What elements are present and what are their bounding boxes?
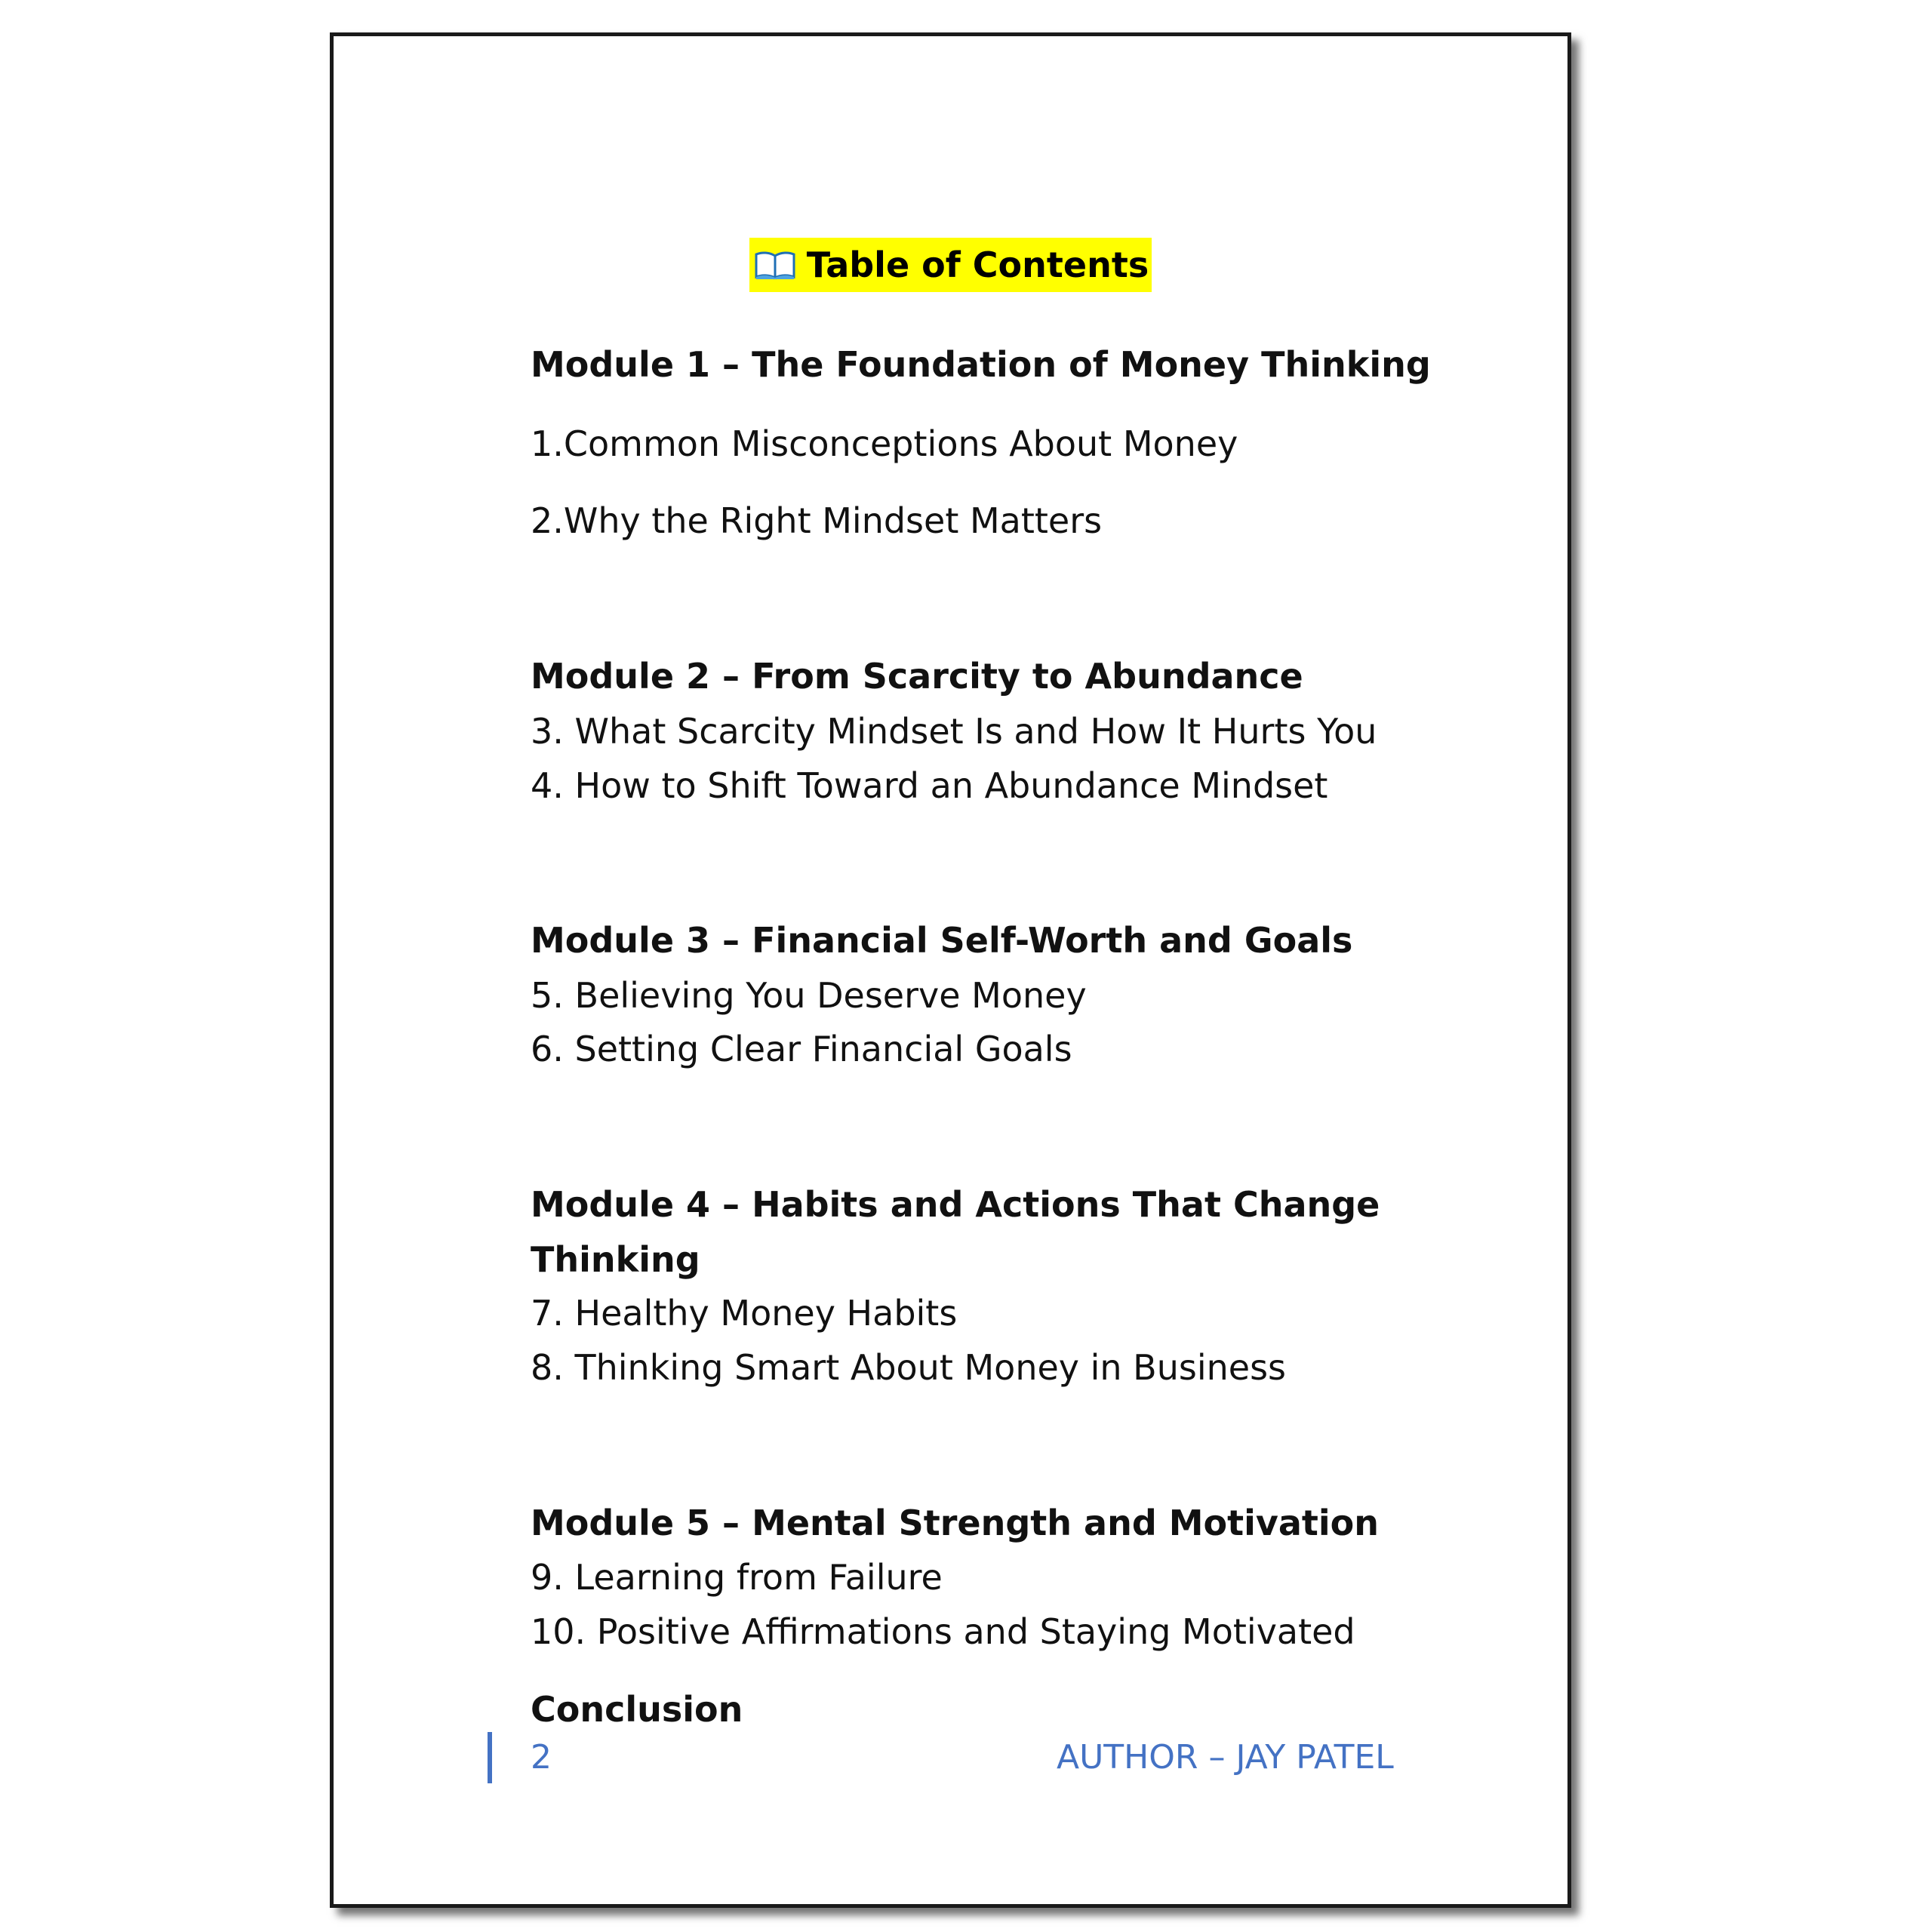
toc-title-row [334,238,1567,292]
toc-entry[interactable]: 5. Believing You Deserve Money [531,975,1087,1016]
module-heading[interactable]: Module 5 – Mental Strength and Motivation [531,1503,1380,1543]
toc-entry[interactable]: 7. Healthy Money Habits [531,1293,958,1334]
toc-entry[interactable]: 3. What Scarcity Mindset Is and How It Hurts You [531,711,1377,752]
page-number: 2 [531,1738,552,1777]
footer-author: AUTHOR – JAY PATEL [1057,1738,1394,1777]
toc-entry[interactable]: 10. Positive Affirmations and Staying Motivated [531,1611,1355,1652]
module-heading[interactable]: Module 3 – Financial Self-Worth and Goals [531,920,1353,961]
module-heading[interactable]: Module 4 – Habits and Actions That Change [531,1184,1380,1225]
toc-entry[interactable]: 8. Thinking Smart About Money in Business [531,1347,1287,1388]
module-heading[interactable]: Module 2 – From Scarcity to Abundance [531,656,1303,697]
toc-title [749,238,1152,292]
footer-accent-bar [488,1732,492,1783]
document-page [330,32,1571,1908]
module-heading[interactable]: Module 1 – The Foundation of Money Thinking [531,344,1431,385]
toc-entry[interactable]: 1.Common Misconceptions About Money [531,423,1238,464]
toc-title-text: Table of Contents [806,245,1149,285]
module-heading-continued[interactable]: Thinking [531,1239,700,1280]
open-book-icon [754,250,796,280]
toc-entry[interactable]: 6. Setting Clear Financial Goals [531,1029,1072,1069]
conclusion-heading[interactable]: Conclusion [531,1689,743,1730]
toc-entry[interactable]: 9. Learning from Failure [531,1557,943,1598]
toc-entry[interactable]: 4. How to Shift Toward an Abundance Mindset [531,765,1328,806]
toc-entry[interactable]: 2.Why the Right Mindset Matters [531,500,1103,541]
